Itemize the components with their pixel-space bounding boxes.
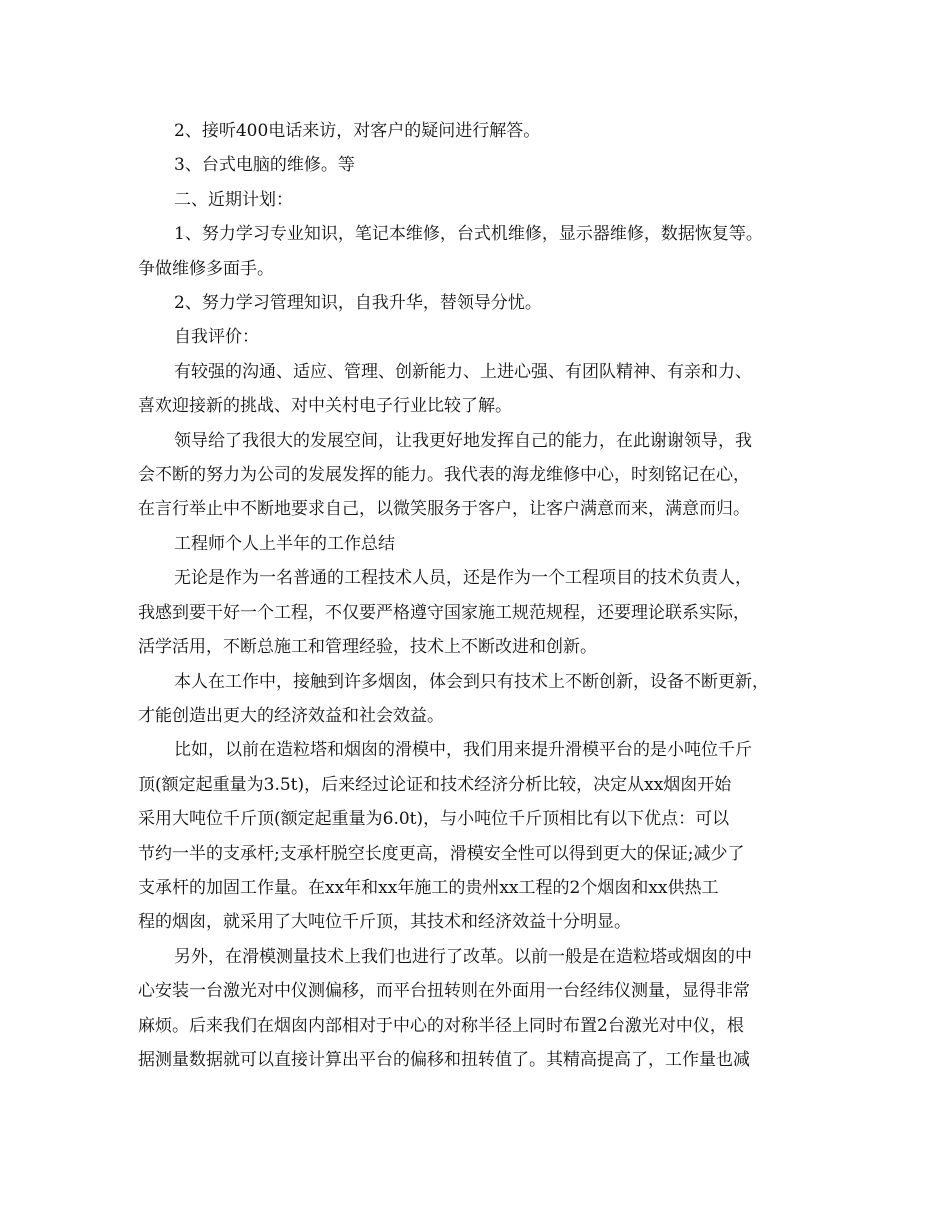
line-text: 心安装一台激光对中仪测偏移，而平台扭转则在外面用一台经纬仪测量，显得非常 [138, 981, 750, 1002]
paragraph-first-line [138, 148, 828, 182]
paragraph-first-line [138, 424, 828, 458]
paragraph-first-line [138, 286, 828, 320]
paragraph [138, 148, 828, 182]
line-text: 争做维修多面手。 [138, 258, 274, 279]
paragraph [138, 665, 828, 734]
line-text: 无论是作为一名普通的工程技术人员，还是作为一个工程项目的技术负责人， [174, 568, 752, 589]
paragraph-first-line [138, 665, 828, 699]
paragraph-line [138, 458, 828, 492]
paragraph-first-line [138, 183, 828, 217]
paragraph-line [138, 974, 828, 1008]
line-text: 2、接听400电话来访，对客户的疑问进行解答。 [174, 121, 541, 141]
line-text: 程的烟囱，就采用了大吨位千斤顶，其技术和经济效益十分明显。 [138, 912, 631, 933]
paragraph-first-line [138, 561, 828, 595]
paragraph [138, 355, 828, 424]
paragraph [138, 424, 828, 527]
paragraph [138, 217, 828, 286]
paragraph-line [138, 837, 828, 871]
line-text: 本人在工作中，接触到许多烟囱，体会到只有技术上不断创新，设备不断更新， [174, 671, 769, 692]
paragraph-first-line [138, 940, 828, 974]
paragraph-line [138, 768, 828, 802]
line-text: 在言行举止中不断地要求自己，以微笑服务于客户，让客户满意而来，满意而归。 [138, 499, 750, 520]
paragraph [138, 320, 828, 354]
paragraph-line [138, 871, 828, 905]
line-text: 采用大吨位千斤顶(额定起重量为6.0t)，与小吨位千斤顶相比有以下优点：可以 [138, 809, 730, 830]
line-text: 另外，在滑模测量技术上我们也进行了改革。以前一般是在造粒塔或烟囱的中 [174, 946, 752, 967]
line-text: 麻烦。后来我们在烟囱内部相对于中心的对称半径上同时布置2台激光对中仪，根 [138, 1015, 744, 1036]
line-text: 工程师个人上半年的工作总结 [174, 533, 395, 554]
line-text: 喜欢迎接新的挑战、对中关村电子行业比较了解。 [138, 396, 512, 417]
line-text: 活学活用，不断总施工和管理经验，技术上不断改进和创新。 [138, 637, 597, 658]
paragraph-line [138, 699, 828, 733]
paragraph-line [138, 596, 828, 630]
paragraph [138, 527, 828, 561]
paragraph-line [138, 630, 828, 664]
line-text: 领导给了我很大的发展空间，让我更好地发挥自己的能力，在此谢谢领导，我 [174, 430, 752, 451]
line-text: 节约一半的支承杆;支承杆脱空长度更高，滑模安全性可以得到更大的保证;减少了 [138, 843, 745, 864]
line-text: 自我评价： [174, 327, 259, 348]
paragraph-line [138, 1043, 828, 1077]
line-text: 2、努力学习管理知识，自我升华，替领导分忧。 [174, 293, 542, 314]
paragraph-line [138, 389, 828, 423]
paragraph [138, 286, 828, 320]
paragraph-first-line [138, 733, 828, 767]
paragraph-line [138, 492, 828, 526]
line-text: 我感到要干好一个工程，不仅要严格遵守国家施工规范规程，还要理论联系实际， [138, 602, 750, 623]
line-text: 会不断的努力为公司的发展发挥的能力。我代表的海龙维修中心，时刻铭记在心， [138, 465, 750, 486]
paragraph [138, 940, 828, 1078]
paragraph [138, 114, 828, 148]
line-text: 有较强的沟通、适应、管理、创新能力、上进心强、有团队精神、有亲和力、 [174, 361, 752, 382]
paragraph-line [138, 802, 828, 836]
line-text: 二、近期计划： [174, 189, 293, 210]
line-text: 才能创造出更大的经济效益和社会效益。 [138, 705, 444, 726]
line-text: 3、台式电脑的维修。等 [174, 155, 355, 176]
paragraph-first-line [138, 355, 828, 389]
line-text: 1、努力学习专业知识，笔记本维修，台式机维修，显示器维修，数据恢复等。 [174, 224, 763, 245]
line-text: 比如，以前在造粒塔和烟囱的滑模中，我们用来提升滑模平台的是小吨位千斤 [174, 740, 752, 761]
line-text: 支承杆的加固工作量。在xx年和xx年施工的贵州xx工程的2个烟囱和xx供热工 [138, 877, 719, 898]
paragraph-line [138, 1009, 828, 1043]
paragraph [138, 561, 828, 664]
document-body [138, 114, 828, 1077]
paragraph-line [138, 905, 828, 939]
line-text: 据测量数据就可以直接计算出平台的偏移和扭转值了。其精高提高了，工作量也减 [138, 1049, 750, 1070]
paragraph [138, 183, 828, 217]
paragraph-line [138, 252, 828, 286]
paragraph [138, 733, 828, 939]
paragraph-first-line [138, 320, 828, 354]
paragraph-first-line [138, 114, 828, 148]
paragraph-first-line [138, 527, 828, 561]
line-text: 顶(额定起重量为3.5t)，后来经过论证和技术经济分析比较，决定从xx烟囱开始 [138, 774, 732, 795]
paragraph-first-line [138, 217, 828, 251]
